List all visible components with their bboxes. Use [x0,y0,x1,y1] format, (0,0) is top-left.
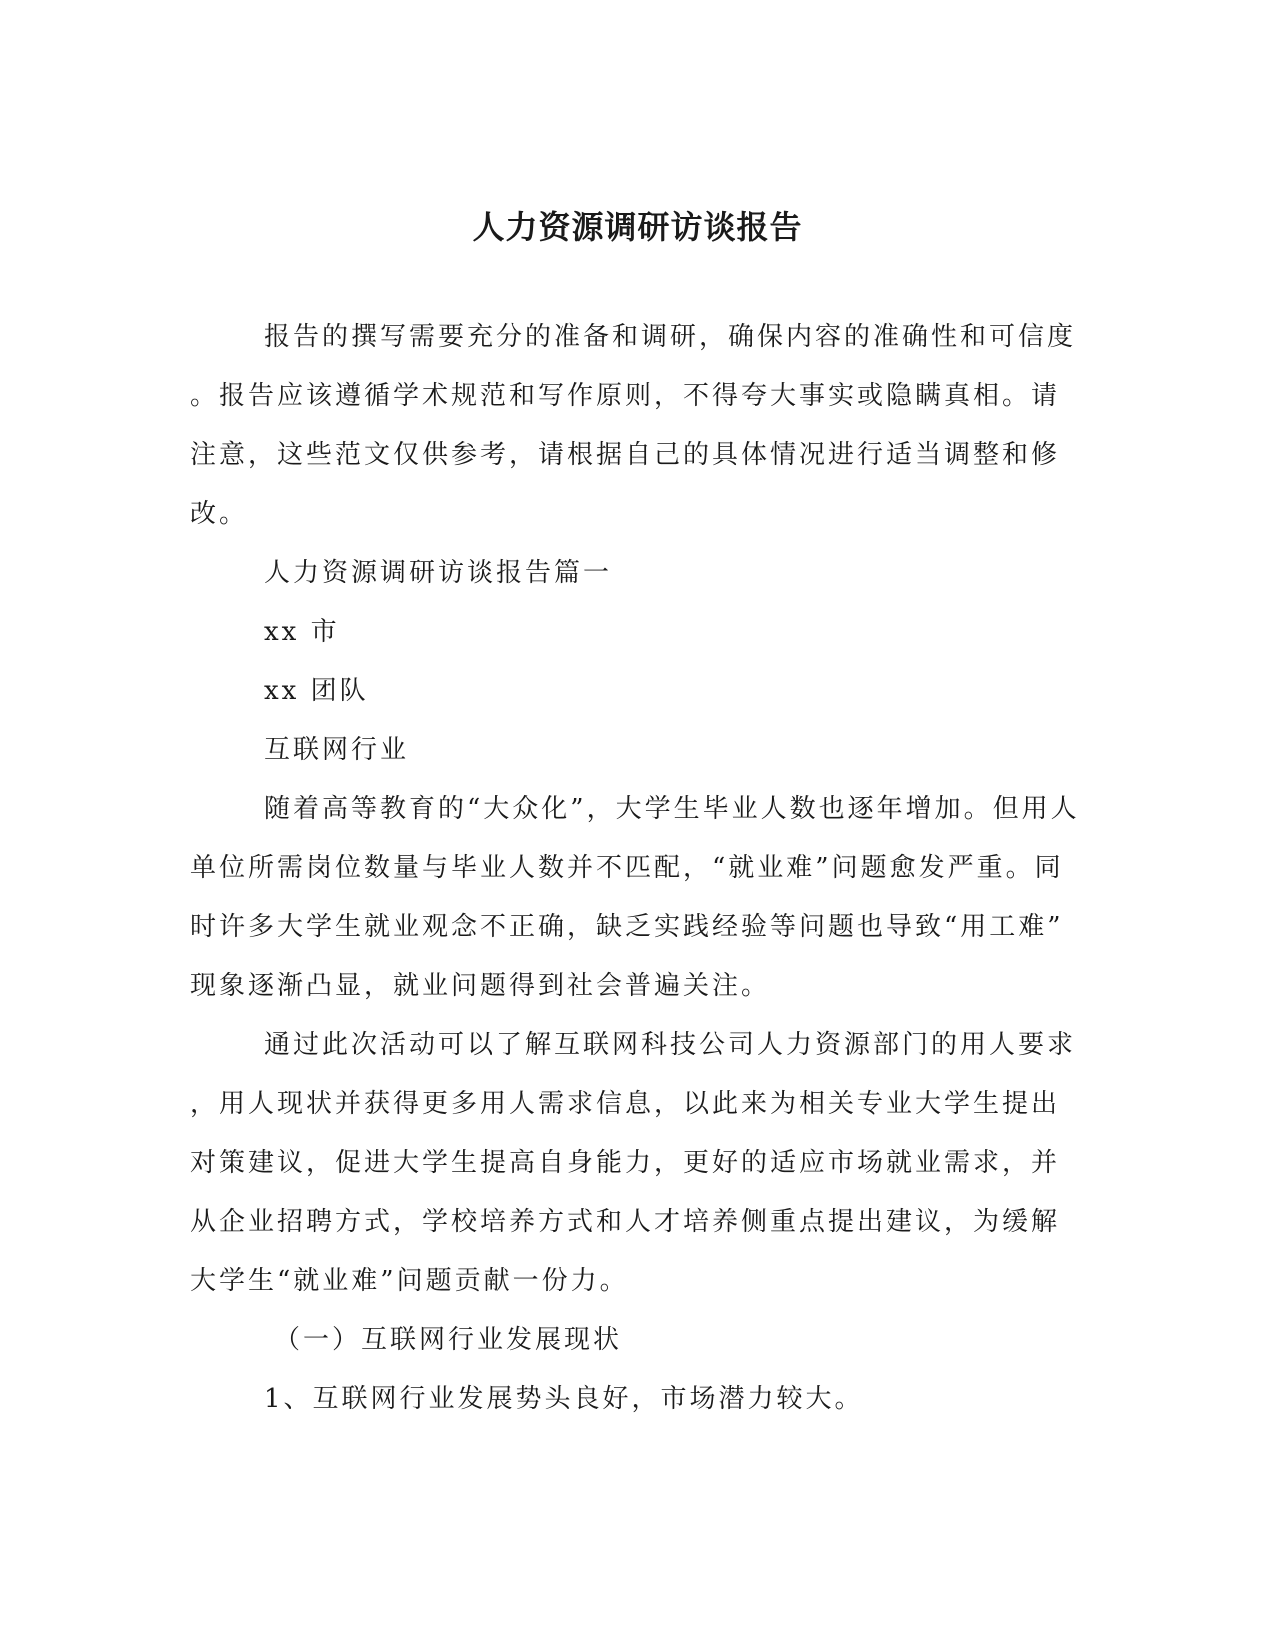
numbered-point: 1、互联网行业发展势头良好，市场潜力较大。 [264,1384,864,1414]
paragraph-line: 大学生“就业难”问题贡献一份力。 [190,1266,629,1296]
paragraph-line: 注意，这些范文仅供参考，请根据自己的具体情况进行适当调整和修 [190,440,1061,470]
document-title: 人力资源调研访谈报告 [472,208,803,246]
industry-line: 互联网行业 [264,735,410,765]
paragraph-line: ，用人现状并获得更多用人需求信息，以此来为相关专业大学生提出 [190,1089,1061,1119]
paragraph-line: 对策建议，促进大学生提高自身能力，更好的适应市场就业需求，并 [190,1148,1061,1178]
paragraph-line: 时许多大学生就业观念不正确，缺乏实践经验等问题也导致“用工难” [190,912,1064,942]
paragraph-line: 随着高等教育的“大众化”，大学生毕业人数也逐年增加。但用人 [264,794,1080,824]
paragraph-line: 报告的撰写需要充分的准备和调研，确保内容的准确性和可信度 [264,322,1077,352]
subsection-heading: （一）互联网行业发展现状 [274,1325,623,1355]
paragraph-line: 从企业招聘方式，学校培养方式和人才培养侧重点提出建议，为缓解 [190,1207,1061,1237]
paragraph-line: 单位所需岗位数量与毕业人数并不匹配，“就业难”问题愈发严重。同 [190,853,1064,883]
city-line: xx 市 [264,617,340,647]
paragraph-line: 改。 [190,499,249,529]
team-line: xx 团队 [264,676,369,706]
paragraph-line: 。报告应该遵循学术规范和写作原则，不得夸大事实或隐瞒真相。请 [190,381,1061,411]
section-heading: 人力资源调研访谈报告篇一 [264,558,613,588]
paragraph-line: 通过此次活动可以了解互联网科技公司人力资源部门的用人要求 [264,1030,1077,1060]
paragraph-line: 现象逐渐凸显，就业问题得到社会普遍关注。 [190,971,771,1001]
